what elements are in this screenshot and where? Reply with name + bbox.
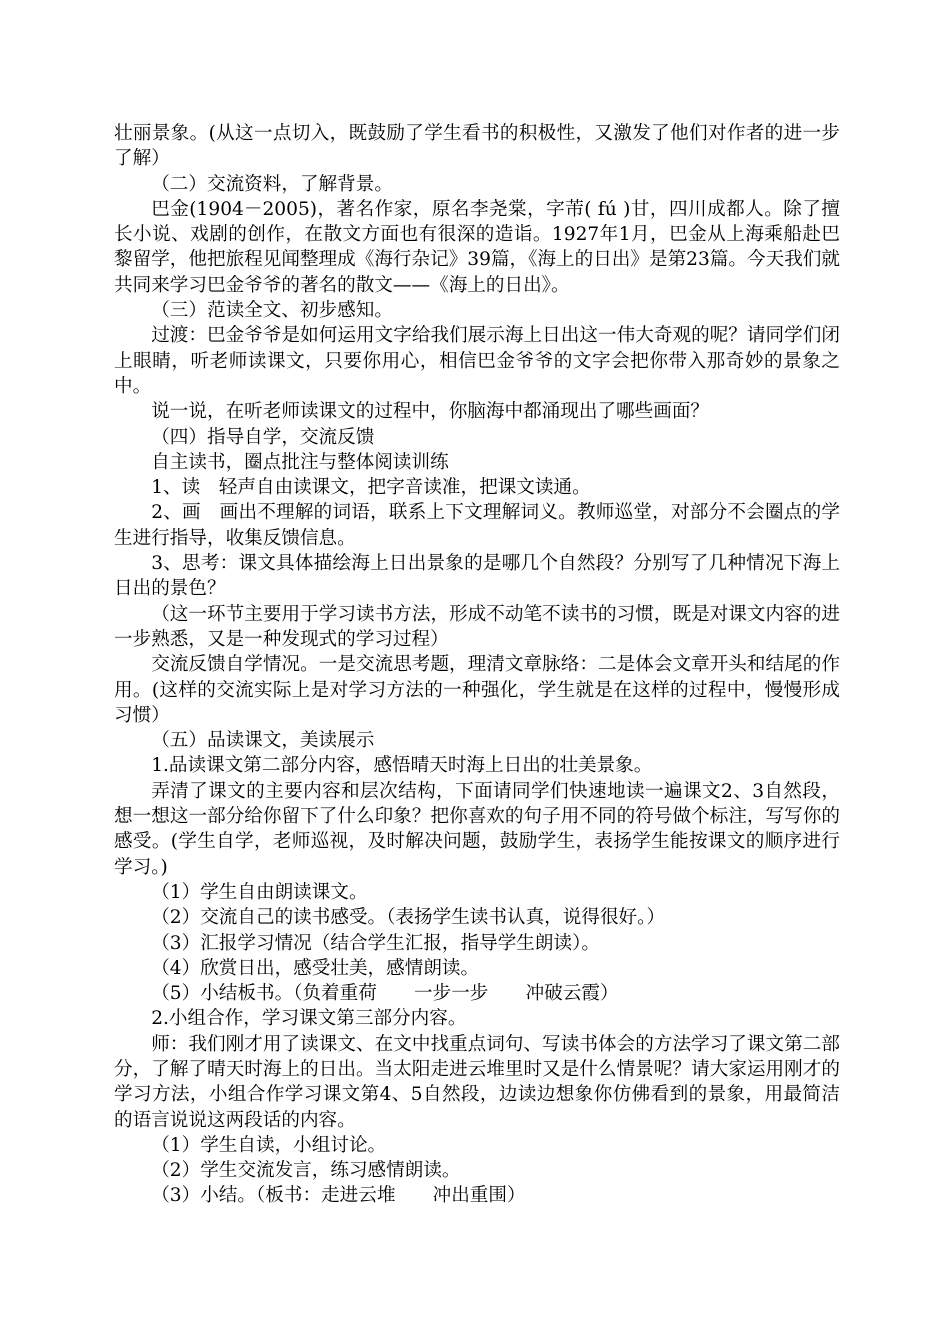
section-heading: （三）范读全文、初步感知。 bbox=[151, 300, 393, 322]
list-item: （5）小结板书。（负着重荷 一步一步 冲破云霞） bbox=[151, 983, 619, 1005]
section-heading: （五）品读课文，美读展示 bbox=[151, 730, 375, 752]
paragraph: 过渡：巴金爷爷是如何运用文字给我们展示海上日出这一伟大奇观的呢？请同学们闭上眼睛，听老师读课文，只要你用心，相信巴金爷爷的文字会把你带入那奇妙的景象之中。 bbox=[114, 325, 840, 397]
list-item: （4）欣赏日出，感受壮美，感情朗读。 bbox=[151, 957, 480, 979]
list-item: 2.小组合作，学习课文第三部分内容。 bbox=[151, 1008, 467, 1030]
list-item: （1）学生自由朗读课文。 bbox=[151, 881, 368, 903]
paragraph: 弄清了课文的主要内容和层次结构，下面请同学们快速地读一遍课文2、3自然段，想一想这一部分给你留下了什么印象？把你喜欢的句子用不同的符号做个标注，写写你的感受。(学生自学，老师巡视，及时解决问题，鼓励学生，表扬学生能按课文的顺序进行学习。) bbox=[114, 780, 840, 878]
list-item: 3、思考：课文具体描绘海上日出景象的是哪几个自然段？分别写了几种情况下海上日出的景色？ bbox=[114, 553, 840, 600]
list-item: （1）学生自读，小组讨论。 bbox=[151, 1134, 387, 1156]
list-item: （3）汇报学习情况（结合学生汇报，指导学生朗读）。 bbox=[151, 932, 600, 954]
paragraph: （这一环节主要用于学习读书方法，形成不动笔不读书的习惯，既是对课文内容的进一步熟悉，又是一种发现式的学习过程） bbox=[114, 603, 840, 650]
list-item: （3）小结。（板书：走进云堆 冲出重围） bbox=[151, 1185, 526, 1207]
list-item: （2）交流自己的读书感受。（表扬学生读书认真，说得很好。） bbox=[151, 907, 666, 929]
list-item: 1、读 轻声自由读课文，把字音读准，把课文读通。 bbox=[151, 477, 591, 499]
document-body bbox=[114, 121, 840, 1209]
paragraph: 自主读书，圈点批注与整体阅读训练 bbox=[151, 451, 449, 473]
list-item: 1.品读课文第二部分内容，感悟晴天时海上日出的壮美景象。 bbox=[151, 755, 653, 777]
paragraph: 交流反馈自学情况。一是交流思考题，理清文章脉络：二是体会文章开头和结尾的作用。(这样的交流实际上是对学习方法的一种强化，学生就是在这样的过程中，慢慢形成习惯） bbox=[114, 654, 840, 726]
paragraph: 巴金(1904－2005)，著名作家，原名李尧棠，字芾( fú )甘，四川成都人。除了擅长小说、戏剧的创作，在散文方面也有很深的造诣。1927年1月，巴金从上海乘船赴巴黎留学，他把旅程见闻整理成《海行杂记》39篇，《海上的日出》是第23篇。今天我们就共同来学习巴金爷爷的著名的散文——《海上的日出》。 bbox=[114, 198, 840, 296]
list-item: （2）学生交流发言，练习感情朗读。 bbox=[151, 1160, 461, 1182]
paragraph: 说一说，在听老师读课文的过程中，你脑海中都涌现出了哪些画面？ bbox=[151, 401, 710, 423]
paragraph: 壮丽景象。(从这一点切入，既鼓励了学生看书的积极性，又激发了他们对作者的进一步了解） bbox=[114, 123, 840, 170]
section-heading: （二）交流资料，了解背景。 bbox=[151, 173, 393, 195]
section-heading: （四）指导自学，交流反馈 bbox=[151, 426, 375, 448]
paragraph: 师：我们刚才用了读课文、在文中找重点词句、写读书体会的方法学习了课文第二部分，了解了晴天时海上的日出。当太阳走进云堆里时又是什么情景呢？请大家运用刚才的学习方法，小组合作学习课文第4、5自然段，边读边想象你仿佛看到的景象，用最简洁的语言说说这两段话的内容。 bbox=[114, 1033, 840, 1131]
list-item: 2、画 画出不理解的词语，联系上下文理解词义。教师巡堂，对部分不会圈点的学生进行指导，收集反馈信息。 bbox=[114, 502, 840, 549]
